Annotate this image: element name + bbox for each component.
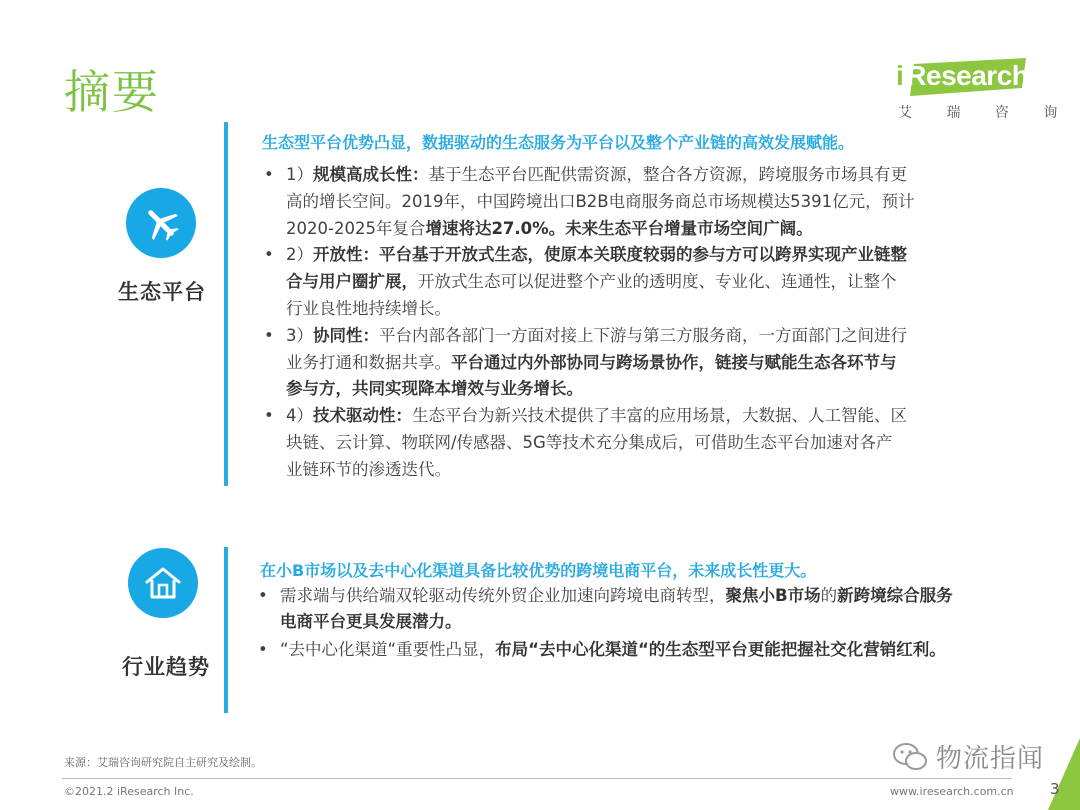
- bold-run: 技术驱动性：: [313, 406, 412, 426]
- section2-icon-circle: [128, 548, 198, 618]
- watermark-text: 物流指闻: [936, 744, 1045, 774]
- bullet-line: [286, 349, 907, 376]
- text-run: 2）: [286, 245, 313, 265]
- text-run: 的: [820, 586, 838, 605]
- text-run: 业务打通和数据共享。: [286, 352, 451, 372]
- bold-run: 协同性：: [313, 325, 379, 345]
- text-run: 3）: [286, 325, 313, 345]
- logo-i: i: [896, 60, 904, 91]
- text-run: 行业良性地持续增长。: [286, 298, 451, 318]
- corner-decoration: [1040, 738, 1080, 810]
- website-url: www.iresearch.com.cn: [890, 785, 1014, 798]
- section2-bullet-list: [258, 582, 1048, 672]
- footer-divider: [62, 778, 1012, 779]
- bullet-line: [286, 268, 907, 295]
- source-note: 来源：艾瑞咨询研究院自主研究及绘制。: [64, 756, 262, 769]
- section1-label: 生态平台: [118, 280, 206, 304]
- text-run: 4）: [286, 406, 313, 426]
- copyright: ©2021.2 iResearch Inc.: [64, 785, 194, 798]
- text-run: “去中心化渠道“重要性凸显，: [280, 640, 496, 659]
- bold-run: 聚焦小B市场: [725, 586, 821, 605]
- bullet-text: [286, 402, 907, 482]
- bold-run: 规模高成长性：: [313, 165, 429, 184]
- section1-bullet-list: [264, 161, 984, 491]
- bullet-line: [280, 608, 953, 634]
- text-run: 开放式生态可以促进整个产业的透明度、专业化、连通性，让整个: [418, 272, 897, 292]
- text-run: 2020-2025年复合: [286, 218, 426, 238]
- bullet-dot: •: [264, 165, 274, 184]
- bold-run: 合与用户圈扩展，: [286, 272, 418, 292]
- text-run: 生态平台为新兴技术提供了丰富的应用场景，大数据、人工智能、区: [412, 406, 907, 426]
- logo-research: Research: [906, 60, 1029, 91]
- text-run: 基于生态平台匹配供需资源，整合各方资源，跨境服务市场具有更: [428, 165, 907, 184]
- bullet-line: [286, 188, 915, 215]
- logo-subtitle: 艾 瑞 咨 询: [898, 105, 1073, 121]
- page-title: 摘要: [64, 65, 160, 119]
- bullet-line: [280, 636, 946, 662]
- bold-run: 新跨境综合服务: [837, 586, 953, 605]
- bullet-line: [286, 161, 915, 188]
- bullet-dot: •: [258, 640, 268, 659]
- bold-run: 参与方，共同实现降本增效与业务增长。: [286, 379, 583, 399]
- section2-divider: [224, 547, 228, 713]
- iresearch-logo: [888, 56, 1073, 126]
- bold-run: 增速将达27.0%。未来生态平台增量市场空间广阔。: [425, 218, 813, 238]
- bullet-line: [286, 456, 907, 483]
- section2-label: 行业趋势: [122, 655, 210, 679]
- bullet-text: [280, 582, 953, 634]
- bullet-line: [286, 241, 907, 268]
- bullet-line: [286, 402, 907, 429]
- bullet-line: [286, 322, 907, 349]
- bullet-text: [286, 322, 907, 402]
- text-run: 业链环节的渗透迭代。: [286, 459, 451, 479]
- bullet-line: [280, 582, 953, 608]
- text-run: 平台内部各部门一方面对接上下游与第三方服务商，一方面部门之间进行: [379, 325, 907, 345]
- page-number: 3: [1050, 780, 1060, 798]
- bold-run: 电商平台更具发展潜力。: [280, 612, 462, 631]
- house-icon: [143, 563, 183, 603]
- bold-run: 布局“去中心化渠道“的生态型平台更能把握社交化营销红利。: [495, 640, 946, 659]
- bullet-dot: •: [258, 586, 268, 605]
- section1-icon-circle: [126, 188, 196, 258]
- bullet-dot: •: [264, 325, 274, 345]
- bullet-line: [286, 375, 907, 402]
- text-run: 块链、云计算、物联网/传感器、5G等技术充分集成后，可借助生态平台加速对各产: [286, 432, 893, 452]
- bullet-line: [286, 295, 907, 322]
- text-run: 1）: [286, 165, 313, 184]
- text-run: 需求端与供给端双轮驱动传统外贸企业加速向跨境电商转型，: [280, 586, 726, 605]
- text-run: 高的增长空间。2019年，中国跨境出口B2B电商服务商总市场规模达5391亿元，预计: [286, 191, 915, 211]
- section1-divider: [224, 122, 228, 486]
- bullet-text: [286, 161, 915, 241]
- bullet-dot: •: [264, 245, 274, 265]
- bullet-text: [280, 636, 946, 662]
- bullet-dot: •: [264, 406, 274, 426]
- wechat-icon: [892, 742, 928, 772]
- airplane-icon: [141, 203, 181, 243]
- bullet-text: [286, 241, 907, 321]
- section2-headline: 在小B市场以及去中心化渠道具备比较优势的跨境电商平台，未来成长性更大。: [260, 561, 817, 580]
- bullet-line: [286, 215, 915, 242]
- bullet-line: [286, 429, 907, 456]
- bold-run: 平台通过内外部协同与跨场景协作，链接与赋能生态各环节与: [451, 352, 897, 372]
- bold-run: 开放性：平台基于开放式生态，使原本关联度较弱的参与方可以跨界实现产业链整: [313, 245, 907, 265]
- section1-headline: 生态型平台优势凸显，数据驱动的生态服务为平台以及整个产业链的高效发展赋能。: [262, 133, 855, 152]
